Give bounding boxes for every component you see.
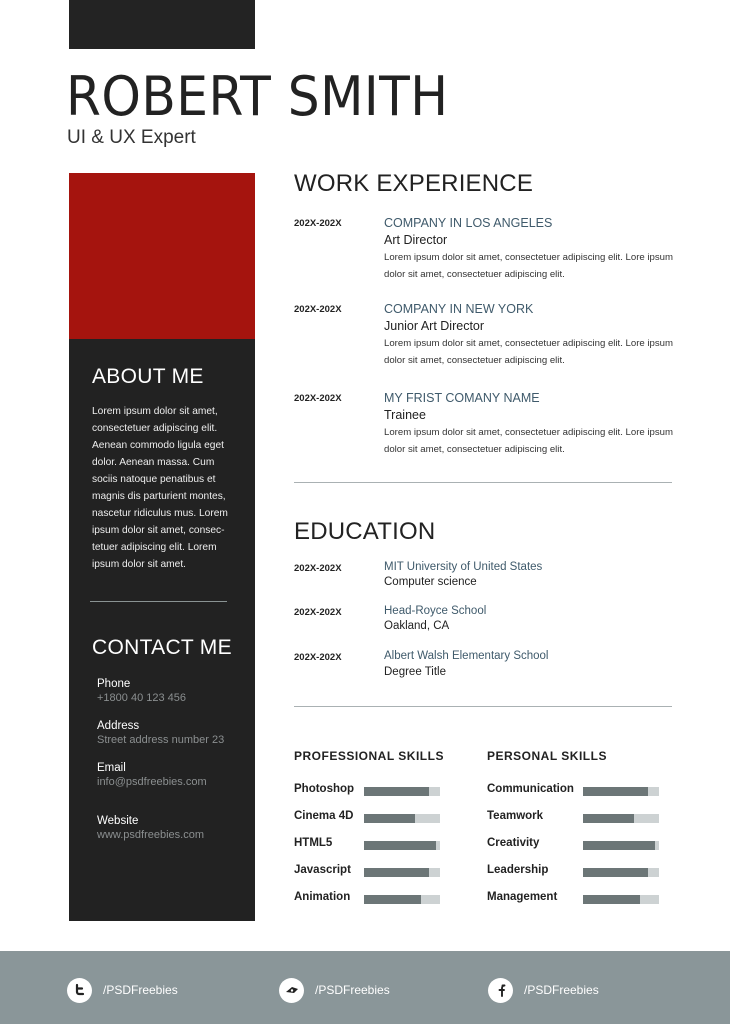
contact-label: Phone: [97, 678, 131, 690]
social-handle[interactable]: /PSDFreebies: [103, 983, 178, 997]
personal-skills-title: PERSONAL SKILLS: [487, 749, 607, 763]
skill-row: [294, 783, 474, 797]
sidebar-panel: [69, 339, 255, 921]
contact-website: [92, 815, 255, 841]
skill-bar-fill: [364, 895, 421, 904]
entry-company: COMPANY IN LOS ANGELES: [384, 216, 553, 230]
skill-name: Animation: [294, 891, 351, 903]
social-handle[interactable]: /PSDFreebies: [524, 983, 599, 997]
entry-description: Lorem ipsum dolor sit amet, consectetuer adipiscing elit. Lore ipsum dolor sit amet, consectetuer adipiscing elit.: [384, 427, 674, 455]
contact-title: CONTACT ME: [92, 636, 232, 659]
skill-row: [487, 837, 667, 851]
entry-company: COMPANY IN NEW YORK: [384, 302, 534, 316]
skill-bar: [364, 841, 440, 850]
contact-value[interactable]: +1800 40 123 456: [97, 692, 187, 704]
skill-name: Cinema 4D: [294, 810, 354, 822]
social-handle[interactable]: /PSDFreebies: [315, 983, 390, 997]
entry-detail: Oakland, CA: [384, 620, 450, 632]
skill-row: [487, 891, 667, 905]
skill-bar: [364, 814, 440, 823]
skill-row: [487, 864, 667, 878]
skill-bar: [583, 868, 659, 877]
skill-name: Photoshop: [294, 783, 355, 795]
skill-bar-fill: [364, 787, 429, 796]
skill-row: [487, 783, 667, 797]
footer: [0, 951, 730, 1024]
entry-years: 202X-202X: [294, 218, 342, 229]
about-title: ABOUT ME: [92, 365, 204, 388]
skill-bar: [583, 787, 659, 796]
sidebar-divider: [90, 601, 227, 602]
facebook-icon[interactable]: [488, 978, 513, 1003]
education-title: EDUCATION: [294, 518, 436, 545]
skill-row: [294, 810, 474, 824]
entry-description: Lorem ipsum dolor sit amet, consectetuer adipiscing elit. Lore ipsum dolor sit amet, consectetuer adipiscing elit.: [384, 338, 674, 366]
entry-years: 202X-202X: [294, 393, 342, 404]
sidebar: [69, 173, 255, 921]
entry-school: Head-Royce School: [384, 605, 487, 617]
entry-years: 202X-202X: [294, 304, 342, 315]
professional-skills-title: PROFESSIONAL SKILLS: [294, 749, 444, 763]
entry-school: MIT University of United States: [384, 561, 543, 573]
entry-description: Lorem ipsum dolor sit amet, consectetuer adipiscing elit. Lore ipsum dolor sit amet, consectetuer adipiscing elit.: [384, 252, 674, 280]
entry-detail: Degree Title: [384, 666, 447, 678]
section-divider: [294, 482, 672, 483]
personal-skills: [487, 749, 667, 919]
entry-company: MY FRIST COMANY NAME: [384, 391, 540, 405]
skill-row: [294, 891, 474, 905]
entry-position: Trainee: [384, 408, 426, 422]
professional-skills: [294, 749, 444, 919]
social-facebook[interactable]: [488, 977, 599, 1003]
skill-bar: [583, 895, 659, 904]
behance-icon[interactable]: [279, 978, 304, 1003]
top-decor-block: [69, 0, 255, 49]
skill-name: Creativity: [487, 837, 540, 849]
candidate-name: ROBERT SMITH: [66, 65, 449, 128]
skill-bar-fill: [583, 787, 648, 796]
entry-detail: Computer science: [384, 576, 477, 588]
entry-position: Art Director: [384, 233, 448, 247]
skill-bar-fill: [583, 868, 648, 877]
skill-bar: [583, 841, 659, 850]
skill-bar-fill: [364, 841, 436, 850]
skill-bar: [364, 895, 440, 904]
entry-years: 202X-202X: [294, 607, 342, 618]
skill-bar-fill: [364, 814, 415, 823]
skill-bar-fill: [583, 841, 655, 850]
skill-bar-fill: [583, 814, 634, 823]
skill-row: [294, 837, 474, 851]
section-divider: [294, 706, 672, 707]
skill-bar: [583, 814, 659, 823]
skill-bar-fill: [583, 895, 640, 904]
contact-email: [92, 762, 255, 788]
skill-bar-fill: [364, 868, 429, 877]
skill-name: Management: [487, 891, 558, 903]
twitter-icon[interactable]: [67, 978, 92, 1003]
entry-position: Junior Art Director: [384, 319, 485, 333]
social-twitter[interactable]: [67, 977, 178, 1003]
social-behance[interactable]: [279, 977, 390, 1003]
skill-name: Communication: [487, 783, 574, 795]
contact-value[interactable]: www.psdfreebies.com: [97, 829, 204, 841]
contact-label: Address: [97, 720, 140, 732]
skill-name: Leadership: [487, 864, 549, 876]
contact-value: Street address number 23: [97, 734, 225, 746]
contact-phone: [92, 678, 255, 704]
contact-label: Email: [97, 762, 126, 774]
entry-school: Albert Walsh Elementary School: [384, 650, 549, 662]
contact-label: Website: [97, 815, 139, 827]
work-title: WORK EXPERIENCE: [294, 170, 534, 197]
skill-name: HTML5: [294, 837, 333, 849]
about-text: Lorem ipsum dolor sit amet, consectetuer adipiscing elit. Aenean commodo ligula eget dolor. Aenean massa. Cum sociis natoque penatibus et magnis dis parturient montes, nascetur ridiculus mus. Lorem ipsum dolor sit amet, consec-tetuer adipiscing elit. Lorem ipsum dolor sit amet.: [92, 406, 228, 570]
skill-name: Teamwork: [487, 810, 544, 822]
skill-row: [487, 810, 667, 824]
skill-row: [294, 864, 474, 878]
photo-placeholder: [69, 173, 255, 339]
contact-address: [92, 720, 255, 746]
skill-bar: [364, 868, 440, 877]
entry-years: 202X-202X: [294, 652, 342, 663]
contact-value[interactable]: info@psdfreebies.com: [97, 776, 207, 788]
entry-years: 202X-202X: [294, 563, 342, 574]
skill-bar: [364, 787, 440, 796]
skill-name: Javascript: [294, 864, 351, 876]
candidate-role: UI & UX Expert: [67, 127, 196, 148]
